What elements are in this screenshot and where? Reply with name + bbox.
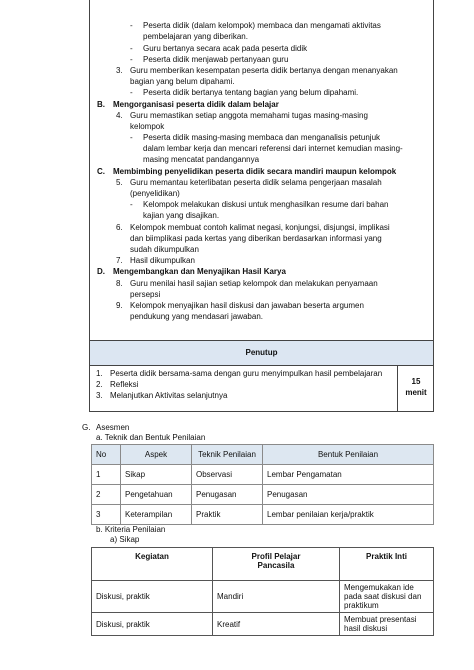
table-header-cell: Aspek bbox=[121, 445, 192, 465]
step-number: 6. bbox=[116, 223, 123, 232]
dash: - bbox=[130, 21, 133, 30]
table-header-cell: Teknik Penilaian bbox=[192, 445, 263, 465]
c-line: dan biimplikasi pada kertas yang diberikan berdasarkan informasi yang bbox=[130, 234, 382, 243]
table-cell: Sikap bbox=[121, 465, 192, 485]
c-line: Guru memantau keterlibatan peserta didik selama pengerjaan masalah bbox=[130, 178, 382, 187]
top-line: Guru bertanya secara acak pada peserta didik bbox=[143, 44, 308, 53]
dash: - bbox=[130, 55, 133, 64]
b-line: masing mencatat pandangannya bbox=[143, 155, 260, 164]
c-line: kajian yang disajikan. bbox=[143, 211, 220, 220]
table-cell: Mandiri bbox=[213, 581, 340, 613]
dash: - bbox=[130, 200, 133, 209]
section-c-title: Membimbing penyelidikan peserta didik secara mandiri maupun kelompok bbox=[113, 167, 397, 176]
table-cell: Diskusi, praktik bbox=[92, 613, 213, 636]
b-line: Guru memastikan setiap anggota memahami tugas masing-masing bbox=[130, 111, 368, 120]
penutup-item: Refleksi bbox=[110, 380, 139, 389]
table-header-cell: No bbox=[92, 445, 121, 465]
dash: - bbox=[130, 44, 133, 53]
table-row bbox=[92, 465, 434, 485]
step-number: 3. bbox=[116, 66, 123, 75]
penutup-item: Melanjutkan Aktivitas selanjutnya bbox=[110, 391, 228, 400]
step-number: 4. bbox=[116, 111, 123, 120]
penutup-header bbox=[89, 340, 434, 366]
table-cell: 2 bbox=[92, 485, 121, 505]
penutup-num: 2. bbox=[96, 380, 103, 389]
top-line: Peserta didik menjawab pertanyaan guru bbox=[143, 55, 289, 64]
asesmen-letter: G. bbox=[82, 423, 91, 432]
penutup-title: Penutup bbox=[245, 348, 278, 357]
c-line: Hasil dikumpulkan bbox=[130, 256, 195, 265]
top-line: Peserta didik (dalam kelompok) membaca dan mengamati aktivitas bbox=[143, 21, 381, 30]
step-number: 8. bbox=[116, 279, 123, 288]
table-cell: Lembar Pengamatan bbox=[263, 465, 434, 485]
section-c-letter: C. bbox=[97, 167, 105, 176]
c-line: Kelompok membuat contoh kalimat negasi, konjungsi, disjungsi, implikasi bbox=[130, 223, 390, 232]
table-cell: Observasi bbox=[192, 465, 263, 485]
penutup-item: Peserta didik bersama-sama dengan guru menyimpulkan hasil pembelajaran bbox=[110, 369, 383, 378]
table-cell: Penugasan bbox=[263, 485, 434, 505]
section-b-title: Mengorganisasi peserta didik dalam belajar bbox=[113, 100, 279, 109]
sub-heading-a: a. Teknik dan Bentuk Penilaian bbox=[96, 433, 206, 442]
top-line: pembelajaran yang diberikan. bbox=[143, 32, 248, 41]
table-cell: Mengemukakan ide pada saat diskusi dan praktikum bbox=[340, 581, 434, 613]
kriteria-penilaian-table bbox=[91, 547, 434, 636]
b-line: dalam lembar kerja dan mencari referensi dari internet kemudian masing- bbox=[143, 144, 403, 153]
duration-unit: menit bbox=[405, 388, 427, 397]
table-row bbox=[92, 581, 434, 613]
table-header-row bbox=[92, 445, 434, 465]
table-header-cell: Bentuk Penilaian bbox=[263, 445, 434, 465]
table-header-row bbox=[92, 548, 434, 581]
table-cell: 1 bbox=[92, 465, 121, 485]
d-line: persepsi bbox=[130, 290, 161, 299]
table-cell: Keterampilan bbox=[121, 505, 192, 525]
b-line: kelompok bbox=[130, 122, 165, 131]
c-line: (penyelidikan) bbox=[130, 189, 180, 198]
dash: - bbox=[130, 133, 133, 142]
sub-heading-b-a: a) Sikap bbox=[110, 535, 140, 544]
step-number: 7. bbox=[116, 256, 123, 265]
top-line: bagian yang belum dipahami. bbox=[130, 77, 235, 86]
penutup-num: 3. bbox=[96, 391, 103, 400]
duration-value: 15 bbox=[411, 377, 421, 386]
table-cell: Membuat presentasi hasil diskusi bbox=[340, 613, 434, 636]
table-cell: Kreatif bbox=[213, 613, 340, 636]
table-row bbox=[92, 485, 434, 505]
table-cell: Pengetahuan bbox=[121, 485, 192, 505]
d-line: Guru menilai hasil sajian setiap kelompok dan melakukan penyamaan bbox=[130, 279, 378, 288]
c-line: sudah dikumpulkan bbox=[130, 245, 199, 254]
step-number: 9. bbox=[116, 301, 123, 310]
dash: - bbox=[130, 88, 133, 97]
table-cell: 3 bbox=[92, 505, 121, 525]
table-row bbox=[92, 505, 434, 525]
step-number: 5. bbox=[116, 178, 123, 187]
table-header-cell: Profil Pelajar Pancasila bbox=[213, 548, 340, 581]
table-cell: Diskusi, praktik bbox=[92, 581, 213, 613]
table-header-cell: Praktik Inti bbox=[340, 548, 434, 581]
teknik-penilaian-table bbox=[91, 444, 434, 525]
b-line: Peserta didik masing-masing membaca dan menganalisis petunjuk bbox=[143, 133, 381, 142]
section-b-letter: B. bbox=[97, 100, 105, 109]
table-cell: Praktik bbox=[192, 505, 263, 525]
table-cell: Penugasan bbox=[192, 485, 263, 505]
table-row bbox=[92, 613, 434, 636]
d-line: pendukung yang mendasari jawaban. bbox=[130, 312, 263, 321]
section-d-letter: D. bbox=[97, 267, 105, 276]
asesmen-title: Asesmen bbox=[96, 423, 130, 432]
table-header-cell: Kegiatan bbox=[92, 548, 213, 581]
sub-heading-b: b. Kriteria Penilaian bbox=[96, 525, 166, 534]
top-line: Guru memberikan kesempatan peserta didik bertanya dengan menanyakan bbox=[130, 66, 398, 75]
c-line: Kelompok melakukan diskusi untuk menghasilkan resume dari bahan bbox=[143, 200, 389, 209]
top-line: Peserta didik bertanya tentang bagian yang belum dipahami. bbox=[143, 88, 359, 97]
penutup-num: 1. bbox=[96, 369, 103, 378]
table-cell: Lembar penilaian kerja/praktik bbox=[263, 505, 434, 525]
section-d-title: Mengembangkan dan Menyajikan Hasil Karya bbox=[113, 267, 286, 276]
d-line: Kelompok menyajikan hasil diskusi dan jawaban beserta argumen bbox=[130, 301, 364, 310]
